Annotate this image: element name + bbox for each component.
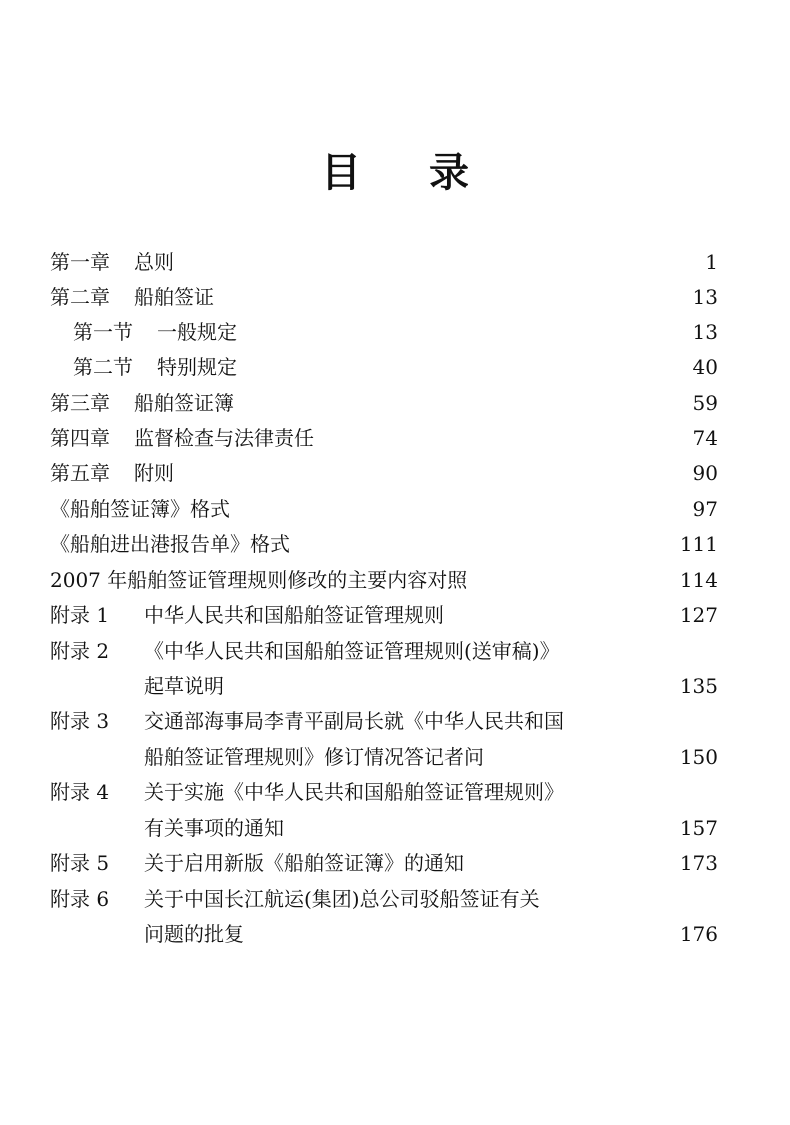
page-title: 目录 xyxy=(321,150,537,196)
toc-entry-label: 第五章 xyxy=(50,461,110,485)
toc-entry-text: 有关事项的通知 xyxy=(144,816,284,840)
dot-leader xyxy=(242,388,685,418)
toc-entry xyxy=(144,813,718,843)
toc-entry-text: 一般规定 xyxy=(157,320,237,344)
toc-entry-page: 127 xyxy=(679,603,718,627)
dot-leader xyxy=(472,848,672,878)
toc-entry-page: 157 xyxy=(679,816,718,840)
toc-entry-page: 90 xyxy=(692,461,718,485)
dot-leader xyxy=(483,565,672,595)
toc-entry xyxy=(50,282,718,312)
toc-entry-text: 问题的批复 xyxy=(144,922,244,946)
toc-entry-page: 173 xyxy=(679,851,718,875)
dot-leader xyxy=(238,494,685,524)
toc-entry xyxy=(144,919,718,949)
toc-entry-text: 中华人民共和国船舶签证管理规则 xyxy=(144,603,444,627)
toc-entry-label: 附录 2 xyxy=(50,639,110,663)
toc-entry xyxy=(73,352,718,382)
toc-entry-page: 176 xyxy=(679,922,718,946)
toc-entry-label: 附录 6 xyxy=(50,887,110,911)
toc-entry-text: 总则 xyxy=(134,250,174,274)
toc-entry-text: 监督检查与法律责任 xyxy=(134,426,314,450)
toc-entry-text: 《船舶进出港报告单》格式 xyxy=(50,532,290,556)
toc-entry-page: 59 xyxy=(692,391,718,415)
toc-entry-page: 1 xyxy=(705,250,718,274)
dot-leader xyxy=(292,813,672,843)
toc-entry-page: 114 xyxy=(679,568,718,592)
toc-entry-page: 13 xyxy=(692,320,718,344)
toc-entry xyxy=(50,494,718,524)
toc-entry-text: 关于启用新版《船舶签证簿》的通知 xyxy=(144,851,464,875)
toc-entry-page: 97 xyxy=(692,497,718,521)
toc-entry-page: 135 xyxy=(679,674,718,698)
dot-leader xyxy=(222,282,685,312)
toc-entry-label: 第三章 xyxy=(50,391,110,415)
toc-entry xyxy=(50,706,718,736)
toc-entry-page: 111 xyxy=(679,532,718,556)
toc-entry xyxy=(50,529,718,559)
toc-entry-label: 第一节 xyxy=(73,320,133,344)
toc-entry-label: 第一章 xyxy=(50,250,110,274)
toc-entry-text: 《船舶签证簿》格式 xyxy=(50,497,230,521)
toc-entry xyxy=(50,247,718,277)
toc-entry xyxy=(50,848,718,878)
toc-entry-text: 附则 xyxy=(134,461,174,485)
toc-entry-label: 第二章 xyxy=(50,285,110,309)
toc-entry xyxy=(50,636,718,666)
toc-entry xyxy=(144,671,718,701)
toc-entry-page: 13 xyxy=(692,285,718,309)
toc-entry xyxy=(50,423,718,453)
toc-entry-text: 关于实施《中华人民共和国船舶签证管理规则》 xyxy=(144,780,564,804)
toc-entry-page: 150 xyxy=(679,745,718,769)
toc-entry xyxy=(50,565,718,595)
toc-entry-text: 2007 年船舶签证管理规则修改的主要内容对照 xyxy=(50,568,468,592)
toc-entry-text: 《中华人民共和国船舶签证管理规则(送审稿)》 xyxy=(144,639,560,663)
toc-entry-label: 附录 5 xyxy=(50,851,110,875)
dot-leader xyxy=(182,458,685,488)
toc-entry xyxy=(144,742,718,772)
toc-entry-text: 特别规定 xyxy=(157,355,237,379)
toc-entry-text: 船舶签证 xyxy=(134,285,214,309)
dot-leader xyxy=(232,671,672,701)
toc-entry-text: 起草说明 xyxy=(144,674,224,698)
toc-entry-page: 74 xyxy=(692,426,718,450)
toc-entry-label: 附录 4 xyxy=(50,780,110,804)
toc-entry-label: 附录 1 xyxy=(50,603,110,627)
toc-entry xyxy=(50,777,718,807)
dot-leader xyxy=(322,423,685,453)
dot-leader xyxy=(245,317,685,347)
toc-entry xyxy=(50,600,718,630)
toc-entry xyxy=(50,458,718,488)
toc-entry-label: 附录 3 xyxy=(50,709,110,733)
toc-entry xyxy=(50,884,718,914)
toc-entry-label: 第四章 xyxy=(50,426,110,450)
toc-entry-text: 船舶签证管理规则》修订情况答记者问 xyxy=(144,745,484,769)
toc-entry xyxy=(50,388,718,418)
toc-entry-page: 40 xyxy=(692,355,718,379)
dot-leader xyxy=(312,529,672,559)
toc-entry-text: 船舶签证簿 xyxy=(134,391,234,415)
toc-entry-text: 交通部海事局李青平副局长就《中华人民共和国 xyxy=(144,709,564,733)
dot-leader xyxy=(500,742,672,772)
dot-leader xyxy=(452,600,672,630)
toc-entry xyxy=(73,317,718,347)
toc-entry-label: 第二节 xyxy=(73,355,133,379)
toc-entry-text: 关于中国长江航运(集团)总公司驳船签证有关 xyxy=(144,887,540,911)
dot-leader xyxy=(182,247,696,277)
dot-leader xyxy=(245,352,685,382)
dot-leader xyxy=(252,919,672,949)
